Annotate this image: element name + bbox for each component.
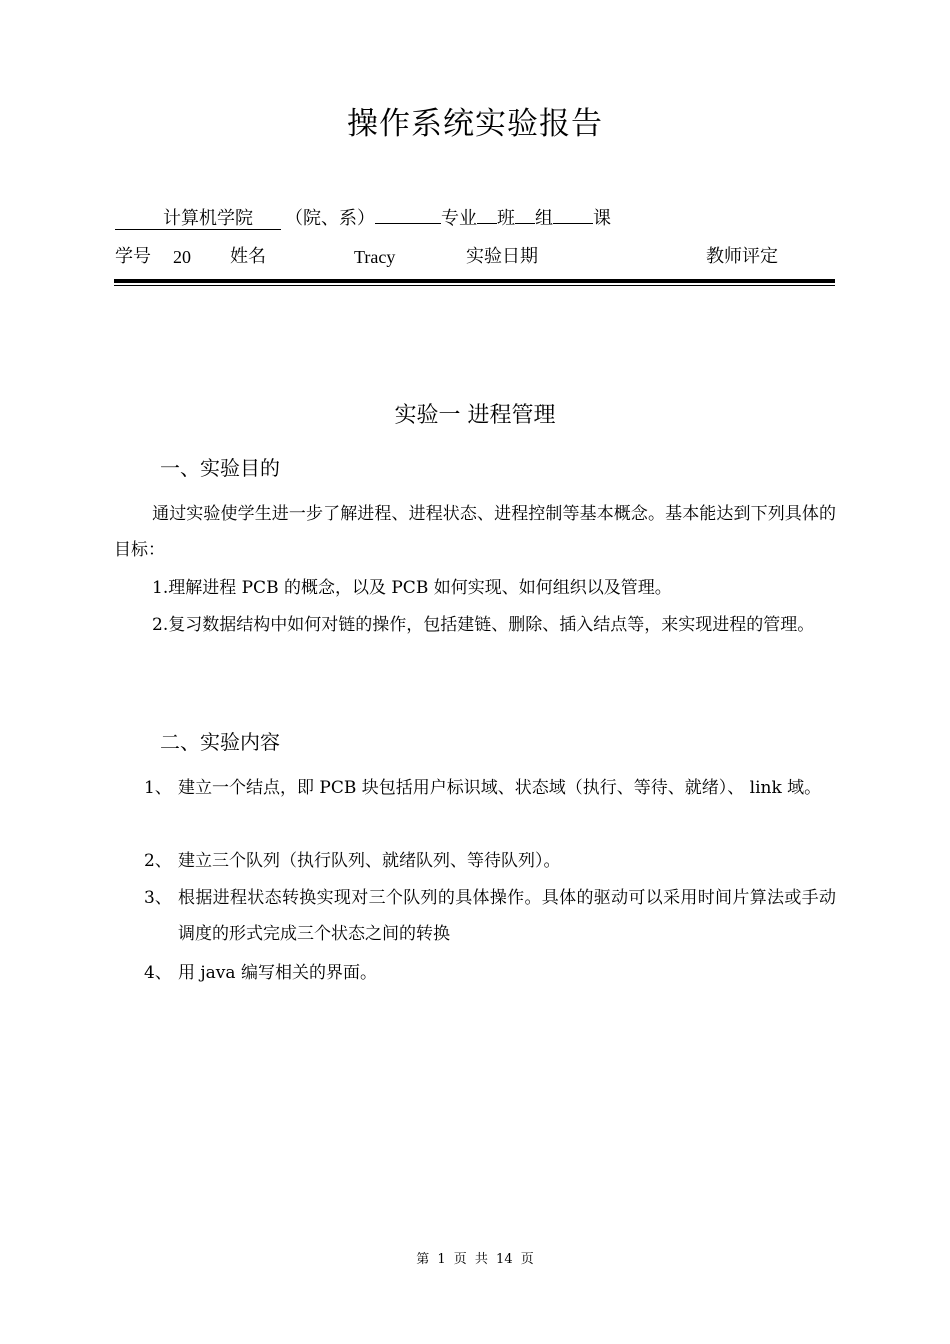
experiment-date-label: 实验日期 — [466, 246, 538, 267]
objectives-intro — [114, 496, 836, 568]
list-item-number: 2、 — [144, 851, 172, 871]
course-label: 课 — [593, 208, 611, 229]
list-item-text: 用 java 编写相关的界面。 — [178, 963, 377, 983]
objective-item-2 — [114, 607, 836, 643]
group-blank — [515, 223, 535, 224]
major-blank — [375, 223, 441, 224]
header-divider-thin — [114, 285, 835, 286]
objectives-intro-text: 通过实验使学生进一步了解进程、进程状态、进程控制等基本概念。基本能达到下列具体的目标： — [114, 504, 836, 560]
college-value: 计算机学院 — [163, 208, 253, 229]
student-id-label: 学号 — [115, 246, 151, 267]
list-item-text: 建立三个队列（执行队列、就绪队列、等待队列）。 — [178, 851, 561, 871]
college-suffix-label: （院、系） — [285, 208, 375, 229]
major-label: 专业 — [441, 208, 477, 229]
objective-item-2-text: 2.复习数据结构中如何对链的操作，包括建链、删除、插入结点等，来实现进程的管理。 — [152, 615, 815, 635]
student-id-value: 20 — [173, 247, 191, 267]
class-label: 班 — [497, 208, 515, 229]
list-item-number: 4、 — [144, 963, 172, 983]
list-item — [114, 843, 836, 879]
group-label: 组 — [535, 208, 553, 229]
college-field — [115, 208, 281, 230]
experiment-title: 实验一 进程管理 — [394, 403, 556, 428]
name-label: 姓名 — [230, 246, 266, 267]
course-blank — [553, 223, 593, 224]
section-heading-objectives: 一、实验目的 — [160, 456, 280, 480]
list-item-number: 3、 — [144, 888, 172, 908]
page-number-footer: 第 1 页 共 14 页 — [416, 1252, 534, 1267]
section-heading-content: 二、实验内容 — [160, 730, 280, 754]
objective-item-1 — [114, 570, 836, 606]
document-title: 操作系统实验报告 — [347, 106, 603, 142]
list-item-number: 1、 — [144, 778, 172, 798]
header-divider-thick — [114, 279, 835, 283]
list-item — [114, 955, 836, 991]
teacher-grade-label: 教师评定 — [706, 246, 778, 267]
class-blank — [477, 223, 497, 224]
list-item-text: 根据进程状态转换实现对三个队列的具体操作。具体的驱动可以采用时间片算法或手动调度的形式完成三个状态之间的转换 — [178, 888, 836, 944]
list-item — [114, 880, 836, 952]
name-value: Tracy — [354, 247, 396, 267]
list-item-text: 建立一个结点，即 PCB 块包括用户标识域、状态域（执行、等待、就绪）、 link 域。 — [178, 778, 822, 798]
list-item — [114, 770, 836, 806]
header-row-college — [115, 207, 611, 231]
objective-item-1-text: 1.理解进程 PCB 的概念，以及 PCB 如何实现、如何组织以及管理。 — [152, 578, 672, 598]
